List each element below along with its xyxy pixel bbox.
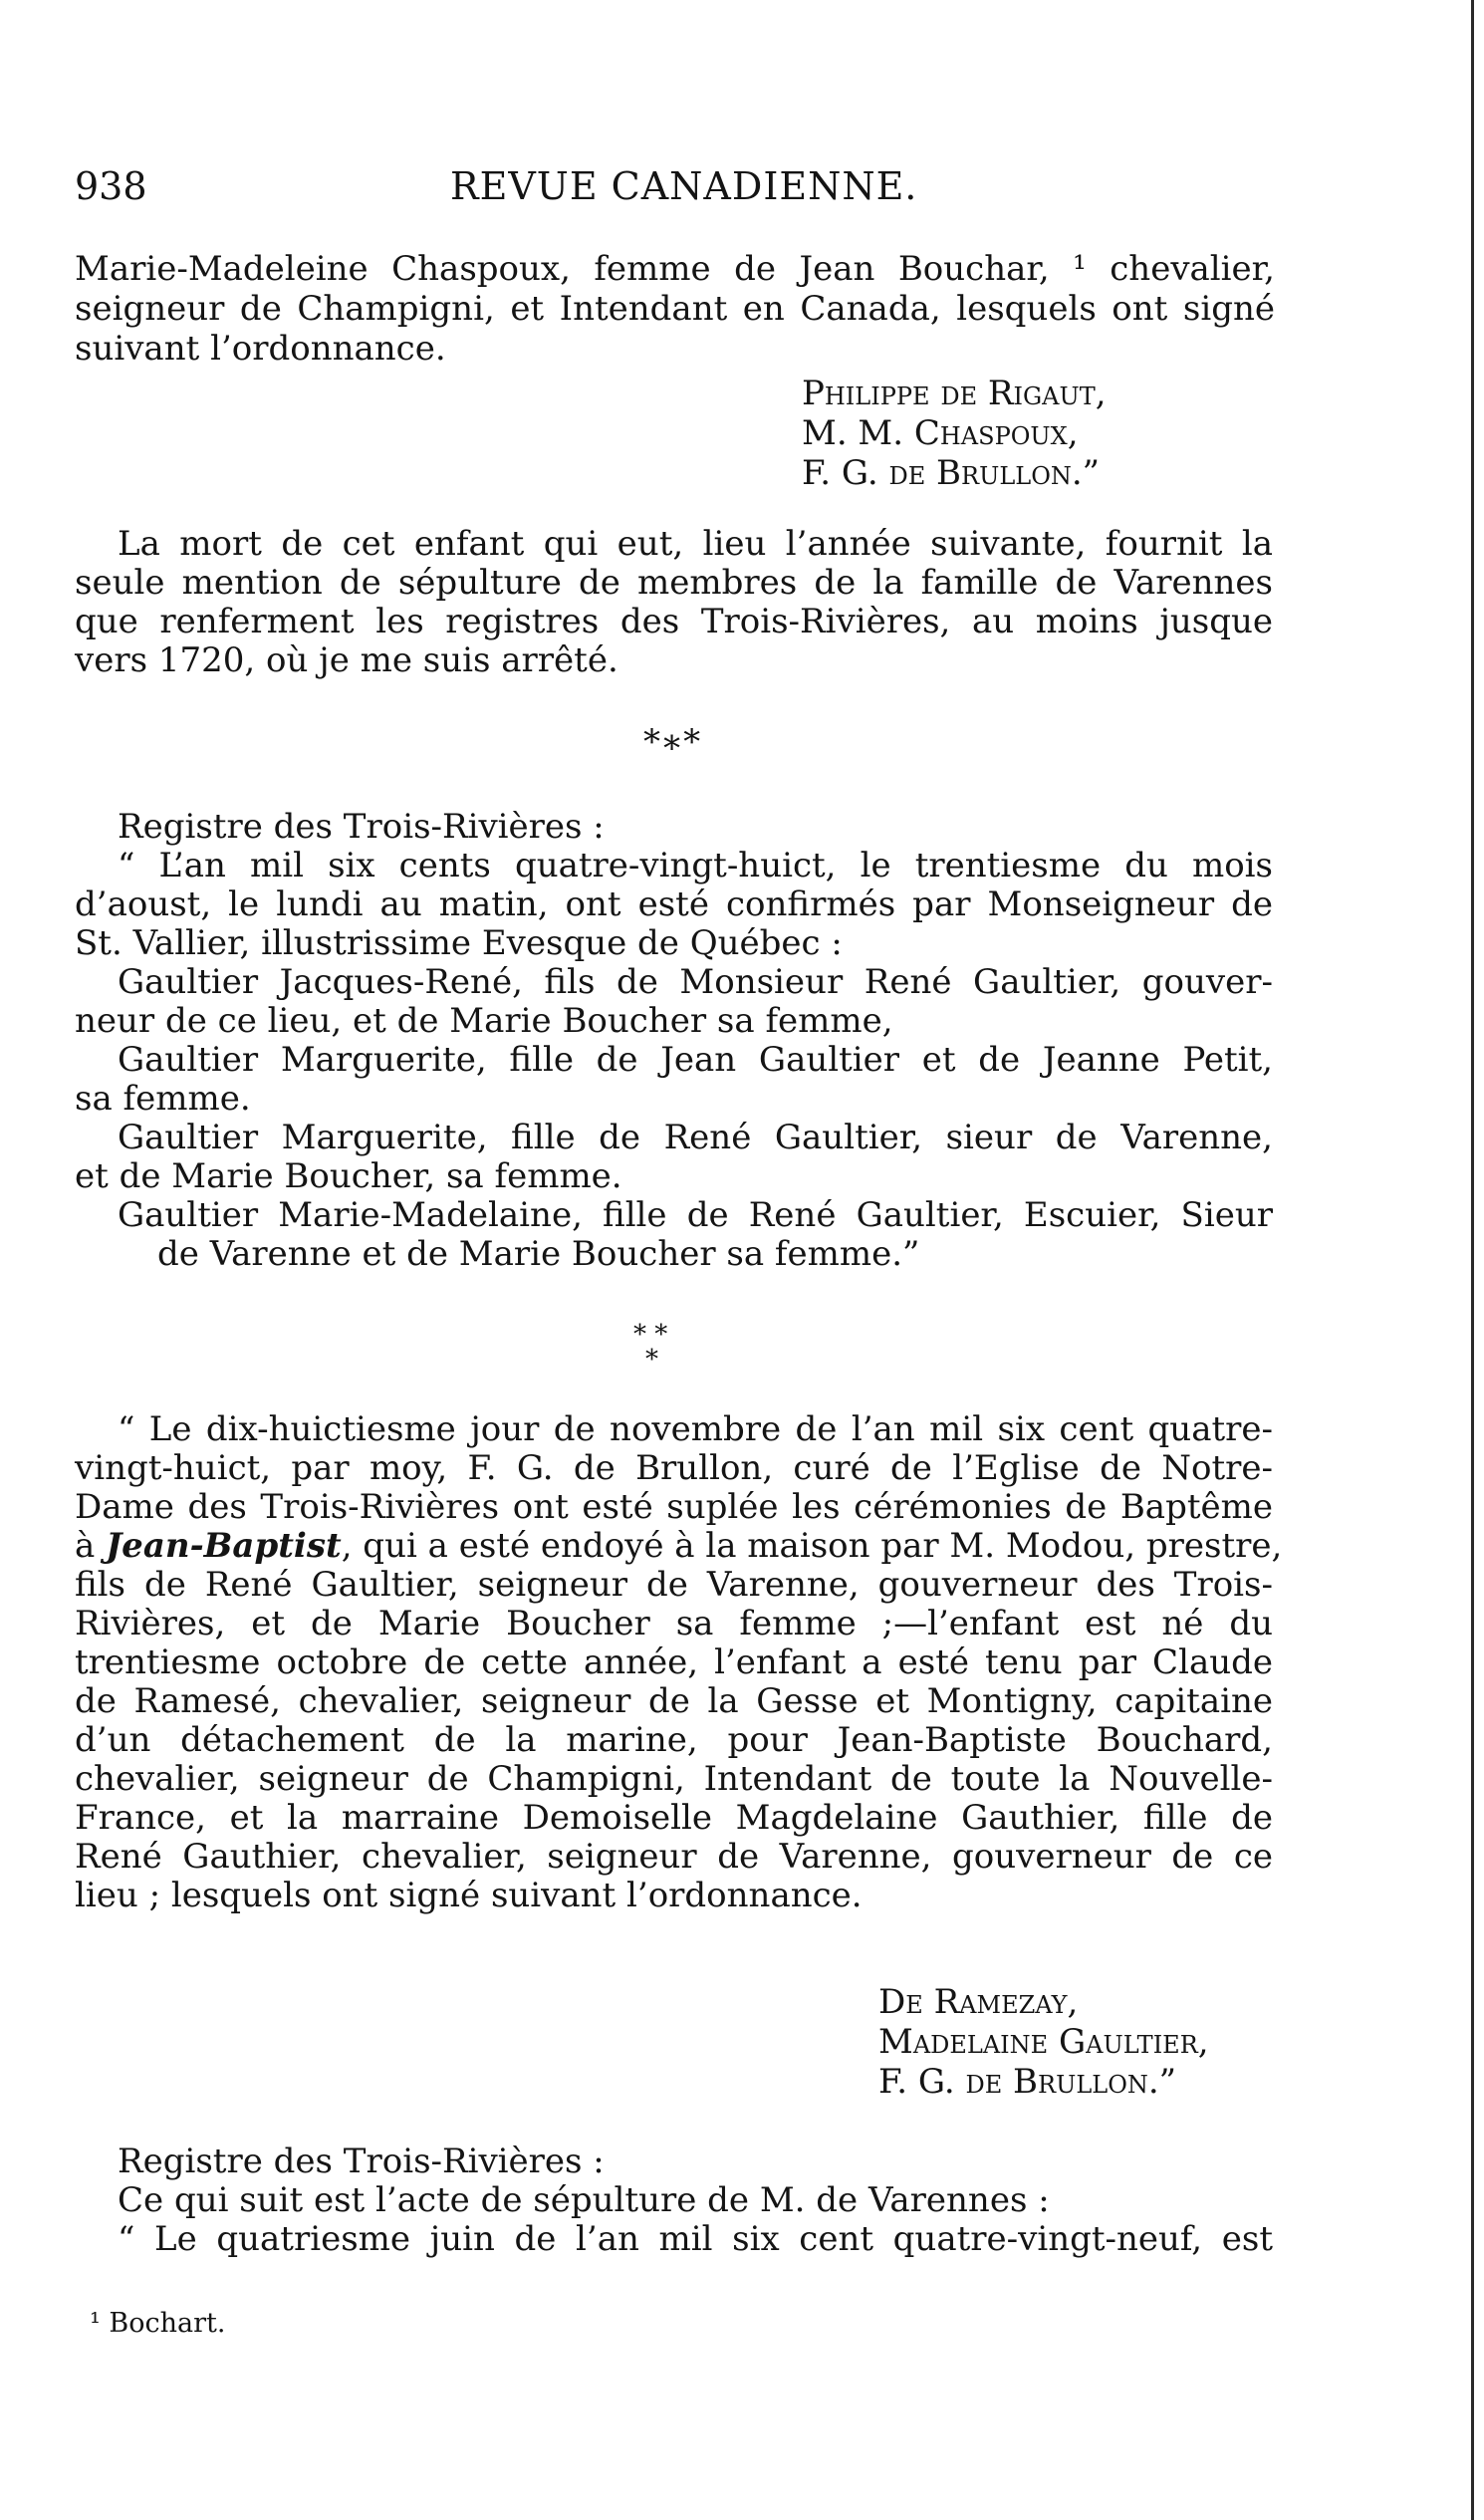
page-edge-rule bbox=[1471, 0, 1474, 2520]
text-line: Registre des Trois-Rivières : bbox=[118, 807, 605, 847]
italic-name: Jean-Baptist bbox=[106, 1526, 342, 1566]
text-line: Gaultier Marie-Madelaine, fille de René Gaultier, Escuier, Sieur bbox=[118, 1195, 1273, 1235]
text-line: Gaultier Marguerite, fille de Jean Gaultier et de Jeanne Petit, bbox=[118, 1040, 1273, 1080]
text-line: et de Marie Boucher, sa femme. bbox=[75, 1156, 622, 1196]
text-line: Registre des Trois-Rivières : bbox=[118, 2142, 605, 2181]
signature-line: F. G. de Brullon.” bbox=[878, 2062, 1177, 2102]
text-line: Gaultier Marguerite, fille de René Gaultier, sieur de Varenne, bbox=[118, 1118, 1273, 1157]
text-line: Gaultier Jacques-René, fils de Monsieur René Gaultier, gouver- bbox=[118, 962, 1273, 1002]
text-line: que renferment les registres des Trois-Rivières, au moins jusque bbox=[75, 602, 1273, 641]
text-line: lieu ; lesquels ont signé suivant l’ordonnance. bbox=[75, 1876, 863, 1915]
text-line: Marie-Madeleine Chaspoux, femme de Jean Bouchar, ¹ chevalier, bbox=[75, 249, 1275, 289]
signature-line: F. G. de Brullon.” bbox=[802, 453, 1101, 493]
page-number: 938 bbox=[75, 164, 147, 208]
text-segment: , qui a esté endoyé à la maison par M. Modou, prestre, bbox=[341, 1526, 1283, 1566]
text-line: vers 1720, où je me suis arrêté. bbox=[75, 640, 618, 680]
asterism-separator-bottom: * bbox=[645, 1345, 658, 1375]
text-line: “ Le dix-huictiesme jour de novembre de l’an mil six cent quatre- bbox=[118, 1409, 1273, 1449]
text-line: seigneur de Champigni, et Intendant en Canada, lesquels ont signé bbox=[75, 289, 1275, 329]
text-line: d’un détachement de la marine, pour Jean-Baptiste Bouchard, bbox=[75, 1720, 1273, 1760]
text-line: fils de René Gaultier, seigneur de Varenne, gouverneur des Trois- bbox=[75, 1565, 1273, 1605]
text-line: France, et la marraine Demoiselle Magdelaine Gauthier, fille de bbox=[75, 1798, 1273, 1838]
text-line: “ L’an mil six cents quatre-vingt-huict, le trentiesme du mois bbox=[118, 846, 1273, 885]
signature-line: De Ramezay, bbox=[878, 1982, 1079, 2022]
text-line: trentiesme octobre de cette année, l’enfant a esté tenu par Claude bbox=[75, 1642, 1273, 1682]
asterism-separator: *∗* bbox=[643, 722, 701, 762]
text-line: St. Vallier, illustrissime Evesque de Québec : bbox=[75, 923, 843, 963]
text-line: neur de ce lieu, et de Marie Boucher sa femme, bbox=[75, 1001, 893, 1041]
text-line: René Gauthier, chevalier, seigneur de Varenne, gouverneur de ce bbox=[75, 1837, 1273, 1877]
text-line: La mort de cet enfant qui eut, lieu l’année suivante, fournit la bbox=[118, 524, 1273, 564]
footnote: ¹ Bochart. bbox=[90, 2308, 226, 2339]
journal-title: REVUE CANADIENNE. bbox=[450, 164, 918, 208]
text-segment bbox=[75, 1526, 342, 1566]
text-line: sa femme. bbox=[75, 1079, 251, 1119]
signature-line: Philippe de Rigaut, bbox=[802, 374, 1107, 413]
text-line: de Ramesé, chevalier, seigneur de la Gesse et Montigny, capitaine bbox=[75, 1681, 1273, 1721]
text-line bbox=[75, 1526, 1283, 1566]
text-line: Ce qui suit est l’acte de sépulture de M. de Varennes : bbox=[118, 2180, 1050, 2220]
text-line: “ Le quatriesme juin de l’an mil six cent quatre-vingt-neuf, est bbox=[118, 2219, 1273, 2259]
text-line: d’aoust, le lundi au matin, ont esté confirmés par Monseigneur de bbox=[75, 884, 1273, 924]
signature-line: Madelaine Gaultier, bbox=[878, 2022, 1209, 2062]
text-line: chevalier, seigneur de Champigni, Intendant de toute la Nouvelle- bbox=[75, 1759, 1273, 1799]
text-line: seule mention de sépulture de membres de la famille de Varennes bbox=[75, 563, 1273, 603]
signature-line: M. M. Chaspoux, bbox=[802, 413, 1079, 453]
text-line: Dame des Trois-Rivières ont esté suplée les cérémonies de Baptême bbox=[75, 1487, 1273, 1527]
text-line: vingt-huict, par moy, F. G. de Brullon, curé de l’Eglise de Notre- bbox=[75, 1448, 1273, 1488]
text-line: Rivières, et de Marie Boucher sa femme ;—l’enfant est né du bbox=[75, 1604, 1273, 1643]
text-segment: à bbox=[75, 1526, 96, 1566]
text-line: suivant l’ordonnance. bbox=[75, 329, 446, 369]
asterism-separator-top: * * bbox=[633, 1320, 668, 1350]
text-line: de Varenne et de Marie Boucher sa femme.” bbox=[157, 1234, 920, 1274]
